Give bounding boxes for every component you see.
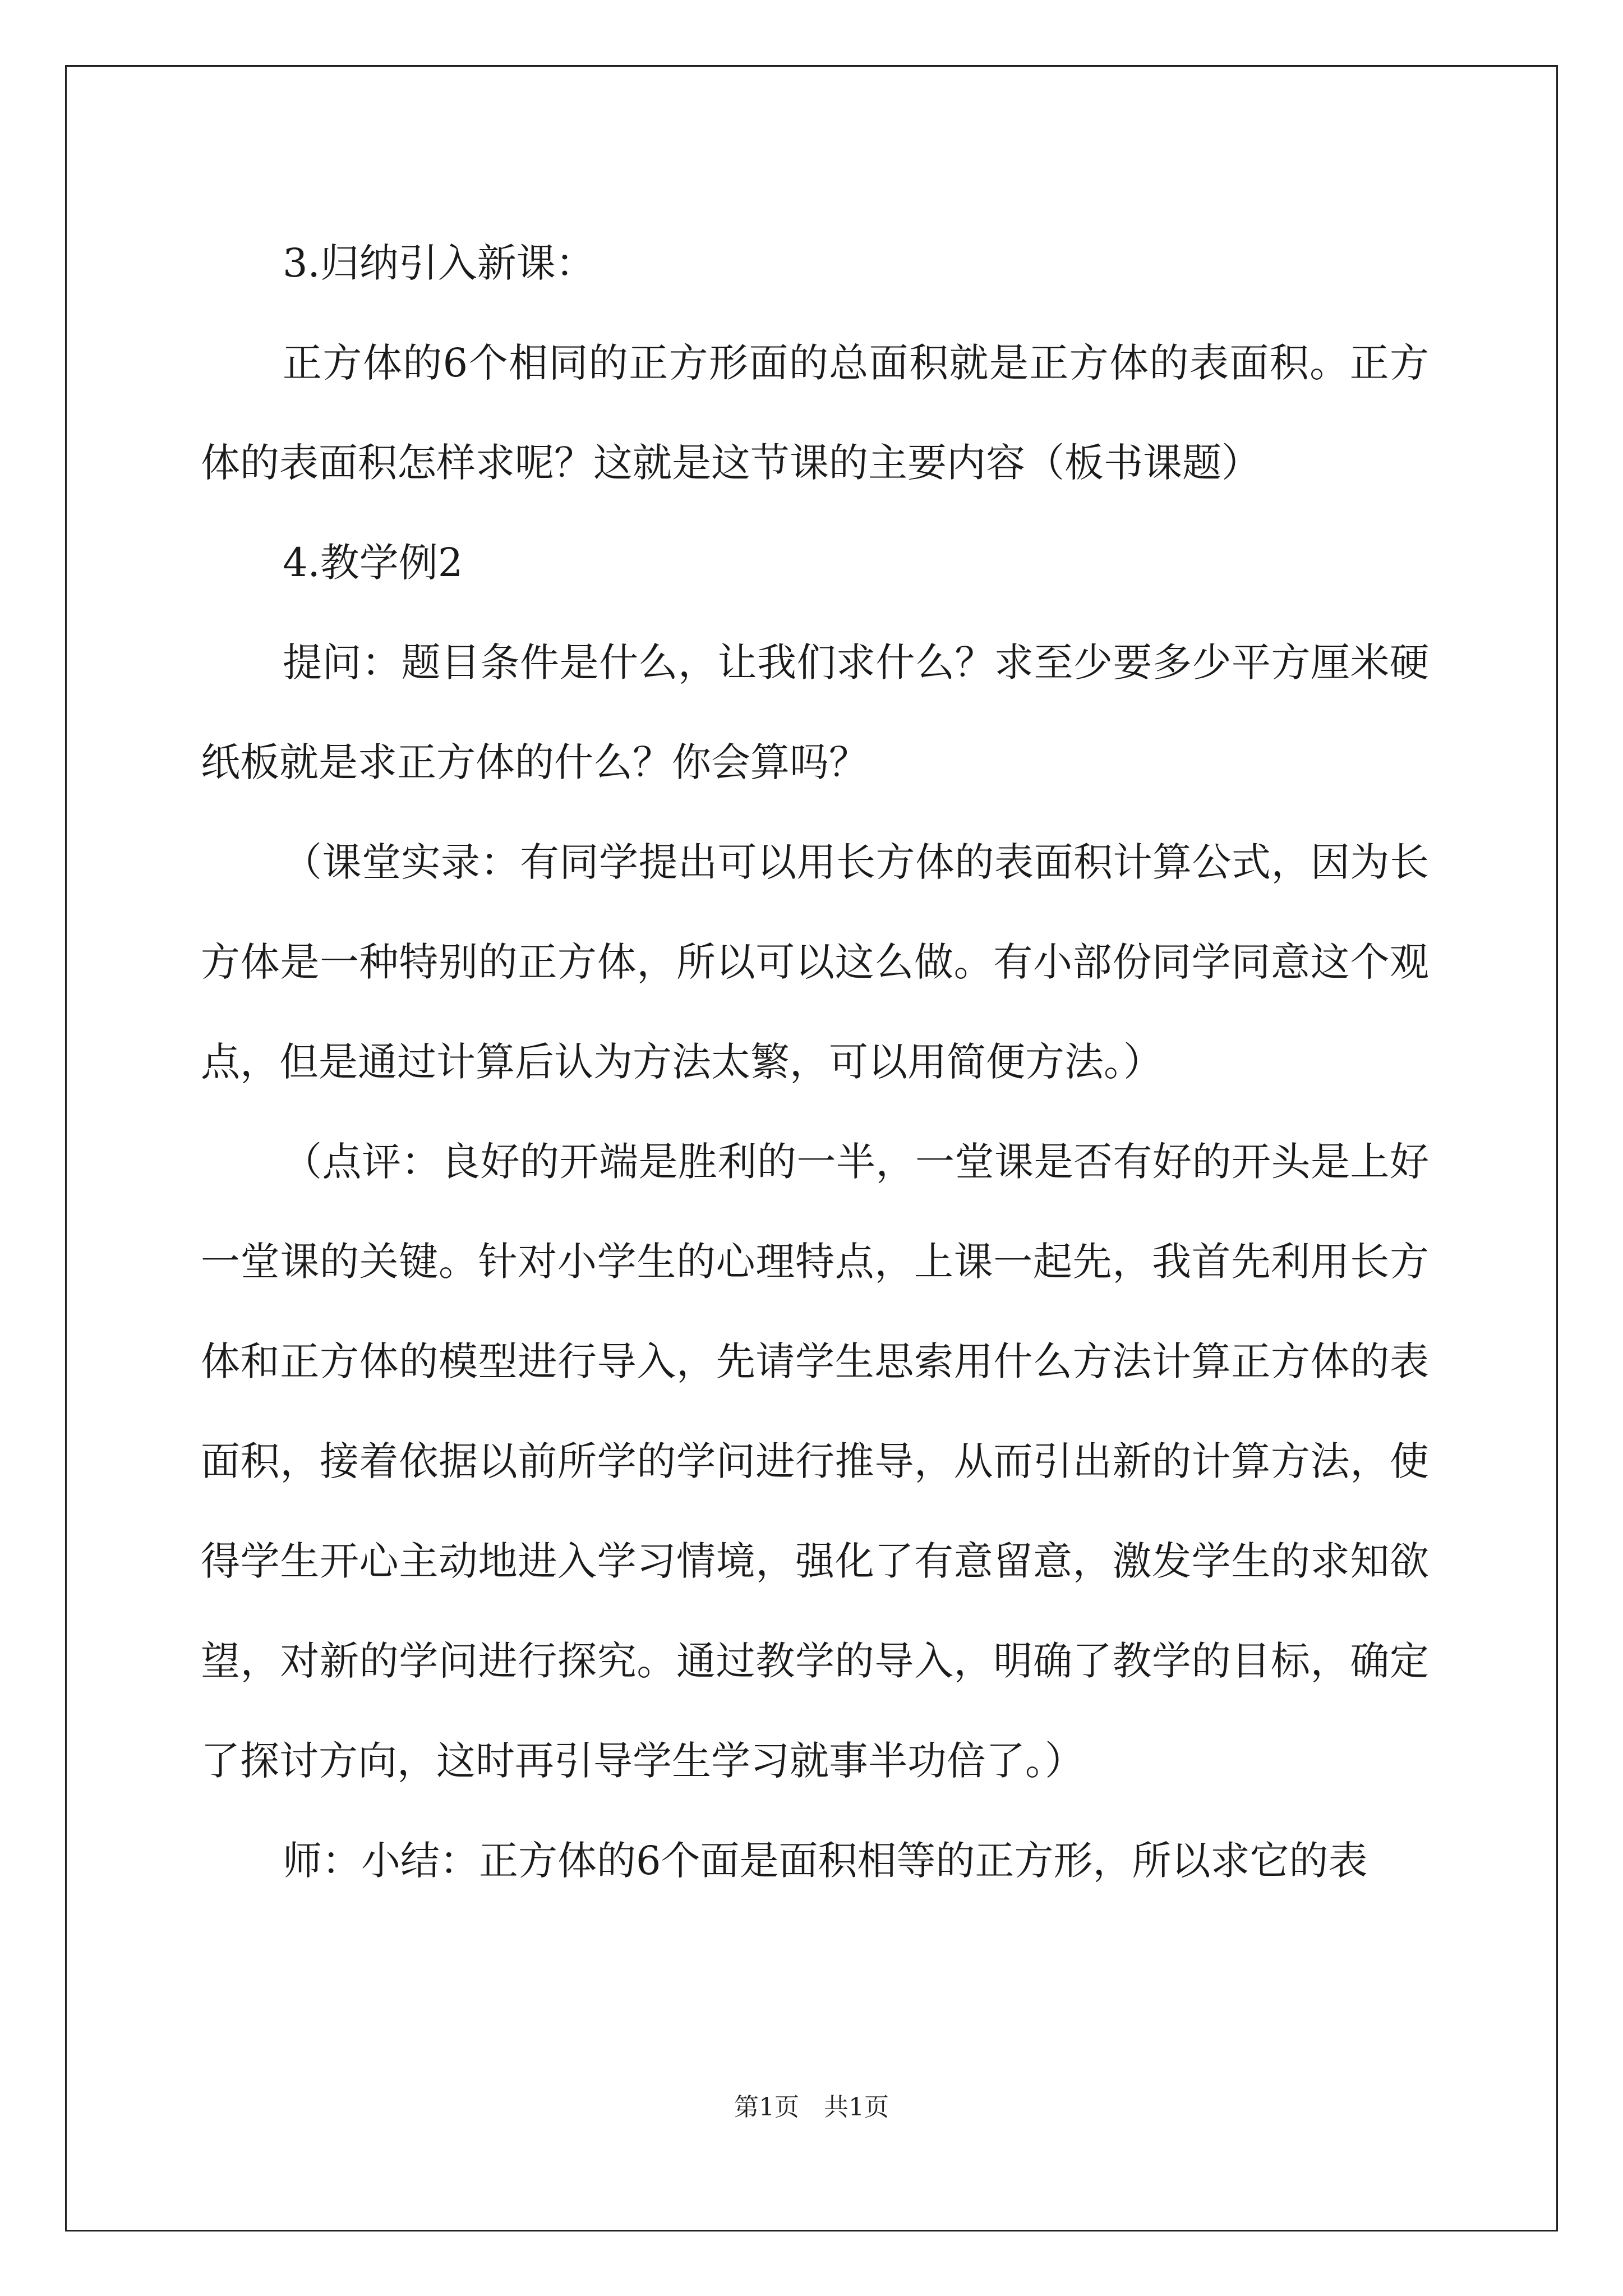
paragraph-summary: 师：小结：正方体的6个面是面积相等的正方形，所以求它的表 [283,1838,1368,1884]
page-footer: 第1页 共1页 [734,2093,889,2122]
paragraph-heading-4: 4.教学例2 [283,540,463,586]
paragraph-question: 提问：题目条件是什么，让我们求什么？求至少要多少平方厘米硬纸板就是求正方体的什么？你会算吗？ [201,639,1429,785]
paragraph-surface-area-definition: 正方体的6个相同的正方形面的总面积就是正方体的表面积。正方体的表面积怎样求呢？这就是这节课的主要内容（板书课题） [201,340,1429,486]
paragraph-classroom-record: （课堂实录：有同学提出可以用长方体的表面积计算公式，因为长方体是一种特别的正方体，所以可以这么做。有小部份同学同意这个观点，但是通过计算后认为方法太繁，可以用简便方法。） [201,839,1429,1085]
paragraph-commentary: （点评：良好的开端是胜利的一半，一堂课是否有好的开头是上好一堂课的关键。针对小学生的心理特点，上课一起先，我首先利用长方体和正方体的模型进行导入，先请学生思索用什么方法计算正方体的表面积，接着依据以前所学的学问进行推导，从而引出新的计算方法，使得学生开心主动地进入学习情境，强化了有意留意，激发学生的求知欲望，对新的学问进行探究。通过教学的导入，明确了教学的目标，确定了探讨方向，这时再引导学生学习就事半功倍了。） [201,1139,1429,1784]
paragraph-heading-3: 3.归纳引入新课： [283,240,595,286]
document-body [201,213,1429,1911]
